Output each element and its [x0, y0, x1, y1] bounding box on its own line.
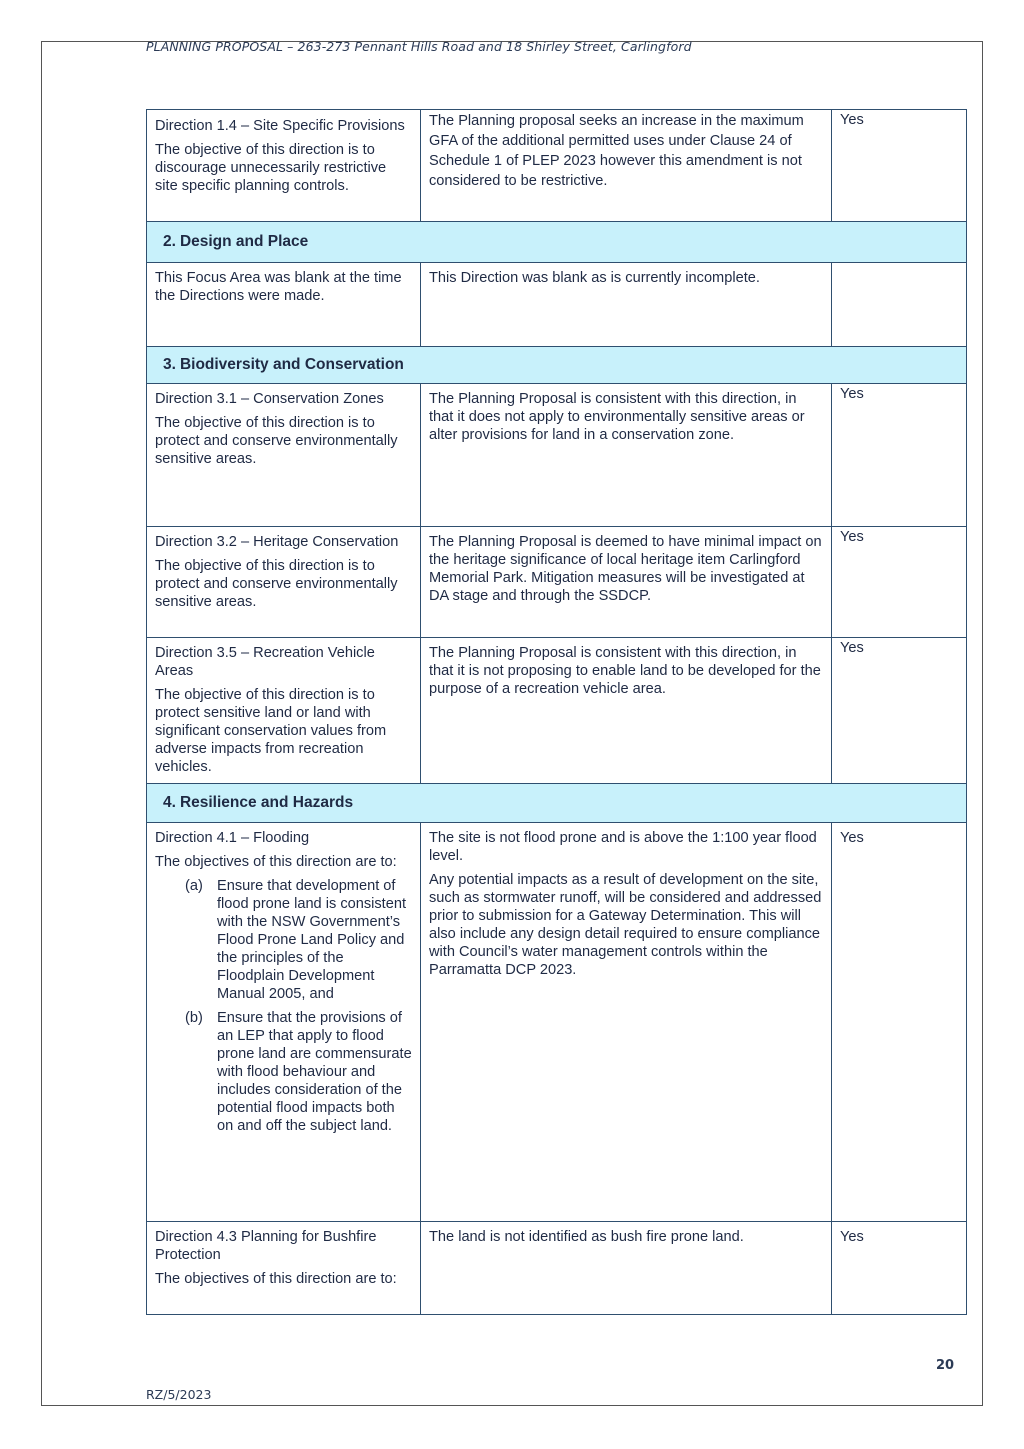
table-row-direction-3-5 [147, 638, 966, 784]
section-row-resilience-and-hazards [147, 784, 966, 823]
response-text: The land is not identified as bush fire prone land. [429, 1229, 744, 1245]
response-cell [421, 1222, 832, 1314]
compliance-cell: Yes [840, 386, 864, 402]
direction-objective: The objective of this direction is to protect and conserve environmentally sensitive areas. [155, 415, 398, 467]
table-row-direction-3-2 [147, 527, 966, 638]
section-title: Resilience and Hazards [179, 794, 354, 811]
objectives-list [155, 877, 412, 1135]
direction-title: Direction 1.4 – Site Specific Provisions [155, 118, 405, 134]
page-number: 20 [936, 1358, 955, 1373]
direction-objective: The objective of this direction is to discourage unnecessarily restrictive site specific planning controls. [155, 142, 387, 194]
response-cell [421, 110, 832, 221]
section-heading [147, 222, 966, 262]
compliance-cell [832, 263, 966, 346]
compliance-cell: Yes [840, 640, 864, 656]
section-row-biodiversity [147, 347, 966, 384]
section-heading [147, 347, 966, 383]
response-cell [421, 527, 832, 637]
focus-area-cell [147, 263, 421, 346]
direction-cell [147, 110, 421, 221]
response-text: Any potential impacts as a result of development on the site, such as stormwater runoff, will be considered and addressed prior to submission for a Gateway Determination. This will also include any design detail required to ensure compliance with Council’s water management controls within the Parramatta DCP 2023. [429, 872, 822, 978]
table-row-design-and-place [147, 263, 966, 347]
document-header: PLANNING PROPOSAL – 263-273 Pennant Hills Road and 18 Shirley Street, Carlingford [146, 39, 692, 54]
focus-area-text: This Focus Area was blank at the time the Directions were made. [155, 270, 402, 304]
direction-objective: The objective of this direction is to protect sensitive land or land with significant conservation values from adverse impacts from recreation vehicles. [155, 687, 387, 775]
direction-title: Direction 4.1 – Flooding [155, 830, 310, 846]
section-number: 2. [163, 233, 176, 250]
table-row-direction-4-1 [147, 823, 966, 1222]
compliance-cell: Yes [840, 1229, 864, 1245]
direction-cell [147, 384, 421, 526]
compliance-cell: Yes [840, 529, 864, 545]
response-cell [421, 384, 832, 526]
response-text: The Planning Proposal is deemed to have minimal impact on the heritage significance of local heritage item Carlingford Memorial Park. Mitigation measures will be investigated at DA stage and through the SSDCP. [429, 534, 822, 604]
list-marker: (a) [185, 878, 203, 894]
consistency-table [146, 109, 967, 1315]
list-item [155, 877, 412, 1003]
response-text: This Direction was blank as is currently incomplete. [429, 270, 760, 286]
direction-objective: The objectives of this direction are to: [155, 1271, 397, 1287]
direction-title: Direction 3.5 – Recreation Vehicle Areas [155, 645, 375, 679]
list-item-text: Ensure that development of flood prone land is consistent with the NSW Government’s Flood Prone Land Policy and the principles of the Floodplain Development Manual 2005, and [217, 878, 407, 1002]
direction-objective: The objective of this direction is to protect and conserve environmentally sensitive areas. [155, 558, 398, 610]
list-marker: (b) [185, 1010, 203, 1026]
response-text: The Planning Proposal is consistent with this direction, in that it is not proposing to enable land to be developed for the purpose of a recreation vehicle area. [429, 645, 821, 697]
section-row-design-and-place [147, 222, 966, 263]
section-title: Design and Place [179, 233, 309, 250]
list-item [155, 1009, 412, 1135]
direction-cell [147, 1222, 421, 1314]
list-item-text: Ensure that the provisions of an LEP that apply to flood prone land are commensurate with flood behaviour and includes consideration of the potential flood impacts both on and off the subject land. [217, 1010, 412, 1134]
section-number: 4. [163, 794, 176, 811]
response-text: The Planning proposal seeks an increase in the maximum GFA of the additional permitted uses under Clause 24 of Schedule 1 of PLEP 2023 however this amendment is not considered to be restrictive. [429, 113, 804, 189]
direction-title: Direction 4.3 Planning for Bushfire Protection [155, 1229, 377, 1263]
direction-objective: The objectives of this direction are to: [155, 854, 397, 870]
table-row-direction-3-1 [147, 384, 966, 527]
response-cell [421, 823, 832, 1221]
response-cell [421, 638, 832, 783]
response-text: The Planning Proposal is consistent with this direction, in that it does not apply to environmentally sensitive areas or alter provisions for land in a conservation zone. [429, 391, 805, 443]
section-title: Biodiversity and Conservation [179, 356, 404, 373]
document-reference: RZ/5/2023 [146, 1387, 212, 1402]
table-row-direction-1-4 [147, 110, 966, 222]
section-heading [147, 784, 966, 822]
section-number: 3. [163, 356, 176, 373]
direction-cell [147, 823, 421, 1221]
direction-title: Direction 3.1 – Conservation Zones [155, 391, 384, 407]
direction-cell [147, 638, 421, 783]
compliance-cell: Yes [840, 112, 864, 128]
compliance-cell: Yes [840, 830, 864, 846]
response-cell [421, 263, 832, 346]
direction-cell [147, 527, 421, 637]
table-row-direction-4-3 [147, 1222, 966, 1314]
direction-title: Direction 3.2 – Heritage Conservation [155, 534, 399, 550]
response-text: The site is not flood prone and is above the 1:100 year flood level. [429, 830, 817, 864]
